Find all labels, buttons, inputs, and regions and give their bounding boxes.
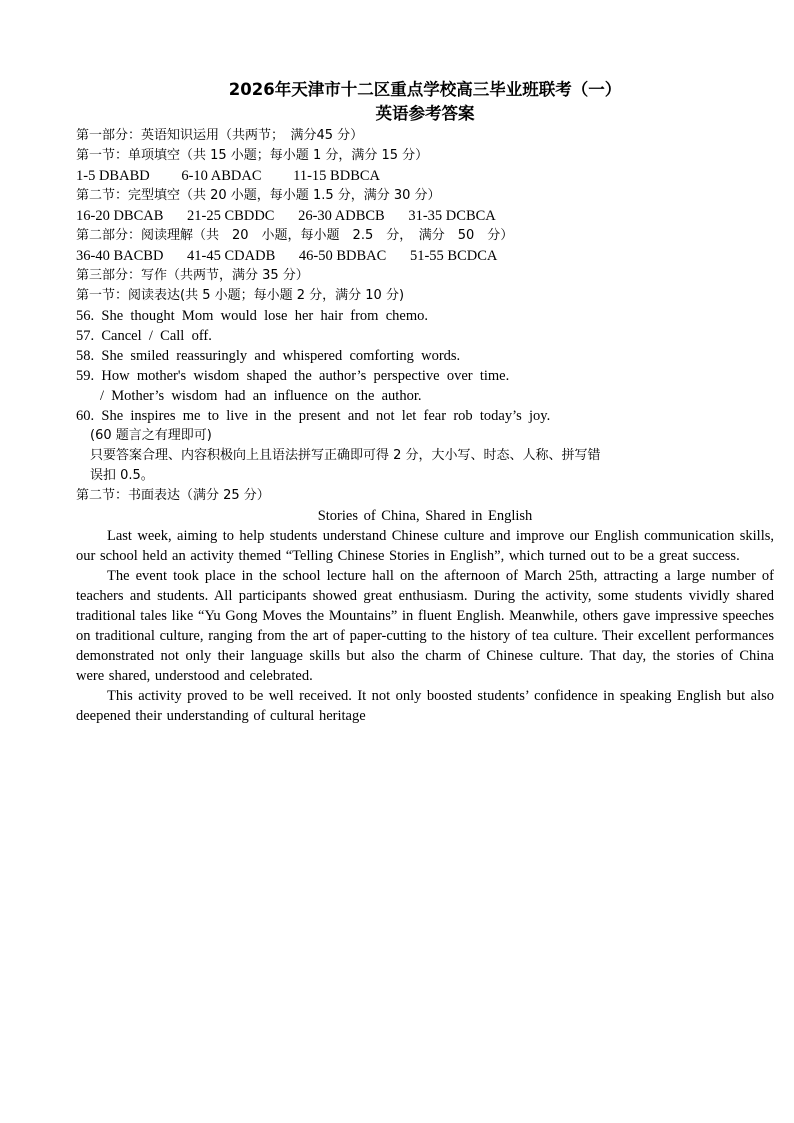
answer-60: 60. She inspires me to live in the present and not let fear rob today’s joy. xyxy=(76,408,551,424)
answer-60-note: (60 题言之有理即可) xyxy=(90,428,212,443)
answer-56: 56. She thought Mom would lose her hair from chemo. xyxy=(76,308,428,324)
page-title: 2026年天津市十二区重点学校高三毕业班联考（一） xyxy=(228,80,622,99)
answer-group: 11-15 BDBCA xyxy=(293,168,381,184)
answer-58: 58. She smiled reassuringly and whispered comforting words. xyxy=(76,348,461,364)
answer-group: 6-10 ABDAC xyxy=(181,168,262,184)
answer-sheet xyxy=(76,78,774,726)
answer-group: 31-35 DCBCA xyxy=(408,208,496,224)
part3-section2-heading: 第二节：书面表达（满分 25 分） xyxy=(76,488,270,503)
part1-section2-heading: 第二节：完型填空（共 20 小题，每小题 1.5 分，满分 30 分） xyxy=(76,188,441,203)
answer-59-alternative: / Mother’s wisdom had an influence on the author. xyxy=(100,388,422,404)
grading-note-line2: 误扣 0.5。 xyxy=(90,468,154,483)
part1-section1-heading: 第一节：单项填空（共 15 小题；每小题 1 分，满分 15 分） xyxy=(76,148,429,163)
answer-59: 59. How mother's wisdom shaped the author’s perspective over time. xyxy=(76,368,510,384)
part1-heading: 第一部分：英语知识运用（共两节； 满分45 分） xyxy=(76,128,364,143)
answer-group: 26-30 ADBCB xyxy=(298,208,385,224)
essay-paragraph-3: This activity proved to be well received. It not only boosted students’ confidence in speaking English but also deepened their understanding of cultural heritage xyxy=(76,688,774,724)
answer-group: 1-5 DBABD xyxy=(76,168,150,184)
part1-section2-answers xyxy=(76,206,774,226)
part2-answers xyxy=(76,246,774,266)
part1-section1-answers xyxy=(76,166,774,186)
part2-heading: 第二部分：阅读理解（共 20 小题，每小题 2.5 分， 满分 50 分） xyxy=(76,228,514,243)
answer-group: 41-45 CDADB xyxy=(187,248,276,264)
answer-group: 21-25 CBDDC xyxy=(187,208,275,224)
page-subtitle: 英语参考答案 xyxy=(375,104,475,123)
answer-group: 36-40 BACBD xyxy=(76,248,164,264)
essay-title: Stories of China, Shared in English xyxy=(317,508,533,524)
essay-paragraph-2: The event took place in the school lecture hall on the afternoon of March 25th, attracting a large number of teachers and students. All participants showed great enthusiasm. During the activity, some students vividly shared traditional tales like “Yu Gong Moves the Mountains” in fluent English. Meanwhile, others gave impressive speeches on traditional culture, ranging from the art of paper-cutting to the history of tea culture. Their excellent performances demonstrated not only their language skills but also the charm of Chinese culture. That day, the stories of China were shared, understood and celebrated. xyxy=(76,568,774,684)
part3-section1-heading: 第一节：阅读表达(共 5 小题；每小题 2 分，满分 10 分) xyxy=(76,288,405,303)
grading-note-line1: 只要答案合理、内容积极向上且语法拼写正确即可得 2 分，大小写、时态、人称、拼写错 xyxy=(90,448,601,463)
essay-paragraph-1: Last week, aiming to help students understand Chinese culture and improve our English communication skills, our school held an activity themed “Telling Chinese Stories in English”, which turned out to be a great success. xyxy=(76,528,774,564)
part3-heading: 第三部分：写作（共两节，满分 35 分） xyxy=(76,268,309,283)
answer-group: 16-20 DBCAB xyxy=(76,208,164,224)
answer-group: 51-55 BCDCA xyxy=(409,248,498,264)
answer-group: 46-50 BDBAC xyxy=(298,248,387,264)
answer-57: 57. Cancel / Call off. xyxy=(76,328,212,344)
